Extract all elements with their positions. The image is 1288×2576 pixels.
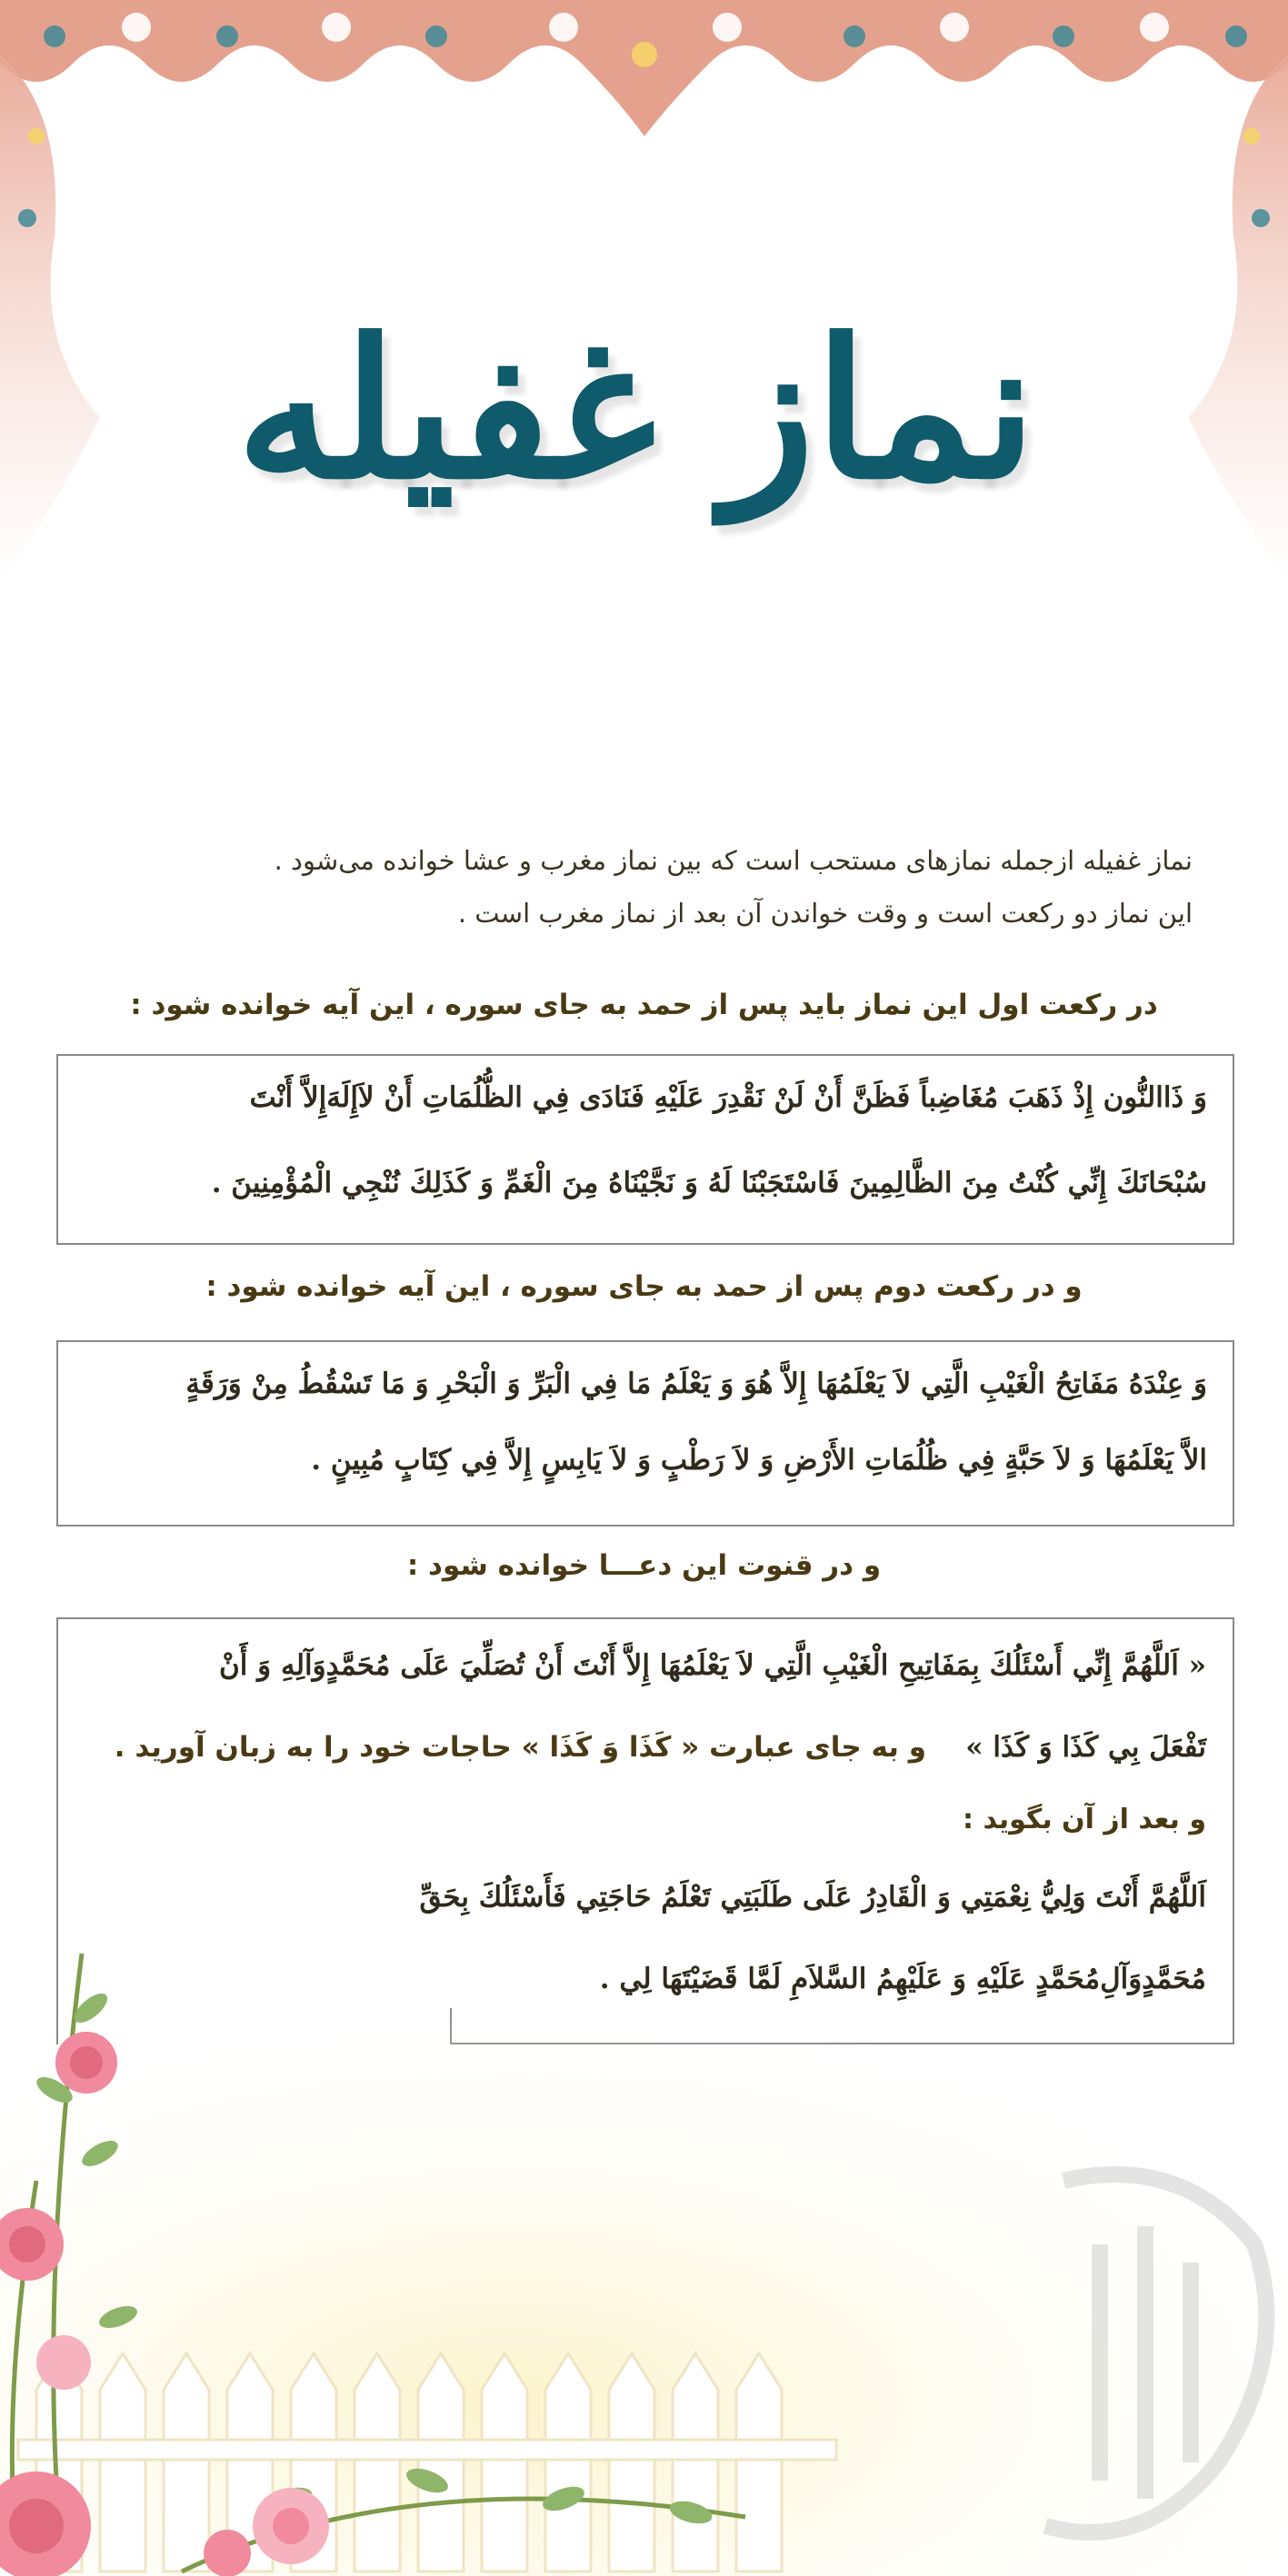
qunut-heading: و در قنوت این دعـــا خوانده شود :	[406, 1549, 882, 1582]
page-title: نماز غفیله	[236, 296, 1036, 522]
qunut-dua-line-4: مُحَمَّدٍوَآلِ‌مُحَمَّدٍ عَلَيْهِ وَ عَلَيْهِمُ السَّلاَمِ لَمَّا قَضَيْتَهَا لِي .	[599, 1963, 1206, 1995]
rakat2-heading: و در رکعت دوم پس از حمد به جای سوره ، این آیه خوانده شود :	[205, 1270, 1083, 1303]
rakat2-verse-line-1: وَ عِنْدَهُ مَفَاتِحُ الْغَيْبِ الَّتِي لاَ يَعْلَمُهَا إِلاَّ هُوَ وَ يَعْلَمُ مَا فِي الْبَرِّ وَ الْبَحْرِ وَ مَا تَسْقُطُ مِنْ وَرَقَةٍ	[185, 1368, 1207, 1400]
rakat2-verse-line-2: الاَّ يَعْلَمُهَا وَ لاَ حَبَّةٍ فِي ظُلُمَاتِ الأَرْضِ وَ لاَ رَطْبٍ وَ لاَ يَابِسٍ إِلاَّ فِي كِتَابٍ مُبِينٍ .	[311, 1444, 1207, 1477]
rakat1-verse-line-2: سُبْحَانَكَ إِنِّي كُنْتُ مِنَ الظَّالِمِينَ فَاسْتَجَبْنَا لَهُ وَ نَجَّيْنَاهُ مِنَ الْغَمِّ وَ كَذَلِكَ نُنْجِي الْمُؤْمِنِينَ .	[211, 1167, 1207, 1199]
qunut-dua-line-2	[61, 1731, 1206, 1764]
rakat1-verse-line-1: وَ ذَاالنُّون إِذْ ذَهَبَ مُغَاضِباً فَظَنَّ أَنْ لَنْ نَقْدِرَ عَلَيْهِ فَنَادَى فِي الظُّلُمَاتِ أَنْ لاَإِلَهَ‌إِلاَّ أَنْتَ	[249, 1081, 1207, 1114]
intro-line-1: نماز غفیله ازجمله نمازهای مستحب است که بین نماز مغرب و عشا خوانده می‌شود .	[274, 845, 1193, 876]
after-heading: و بعد از آن بگوید :	[963, 1804, 1206, 1835]
qunut-dua-line-2-instruction: و به جای عبارت « كَذَا وَ كَذَا » حاجات خود را به زبان آورید .	[114, 1731, 927, 1764]
qunut-dua-line-3: اَللَّهُمَّ أَنْتَ وَلِيُّ نِعْمَتِي وَ الْقَادِرُ عَلَى طَلَبَتِي تَعْلَمُ حَاجَتِي فَأَسْئَلُكَ بِحَقِّ	[419, 1881, 1206, 1914]
floral-bottom-art	[0, 1772, 1288, 2576]
qunut-dua-line-2-arabic: تَفْعَلَ بِي كَذَا وَ كَذَا »	[965, 1731, 1206, 1764]
rakat1-verse-box	[56, 1054, 1234, 1245]
qunut-dua-line-1: « اَللَّهُمَّ إِنِّي أَسْئَلُكَ بِمَفَاتِيحِ الْغَيْبِ الَّتِي لاَ يَعْلَمُهَا إِلاَّ أَنْتَ أَنْ تُصَلِّيَ عَلَى مُحَمَّدٍوَآلِهِ وَ أَنْ	[219, 1649, 1206, 1682]
intro-paragraph	[65, 834, 1193, 940]
title-area	[227, 154, 1045, 663]
intro-line-2: این نماز دو رکعت است و وقت خواندن آن بعد از نماز مغرب است .	[457, 898, 1193, 929]
rakat2-verse-box	[56, 1340, 1234, 1527]
rakat1-heading: در رکعت اول این نماز باید پس از حمد به جای سوره ، این آیه خوانده شود :	[130, 989, 1158, 1021]
